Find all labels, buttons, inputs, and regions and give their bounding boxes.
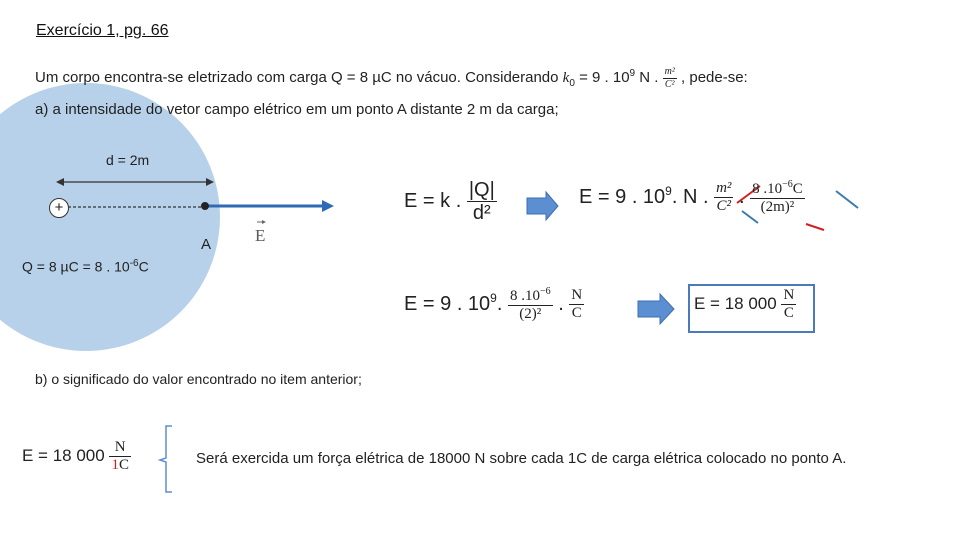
equation-field-formula: E = k . $\frac{|Q|}{\text{d²}}$ (404, 179, 495, 224)
equation-calculation: E = 9 . $10^9$. $\frac{8 .10^{-6}}{\text{(2)²}}$ . $\frac{N}{C}$ (404, 286, 583, 322)
point-a-label: A (201, 236, 212, 253)
field-vector-arrowhead (322, 200, 334, 212)
value-fraction-3: $\frac{8 .10^{-6}}{\text{(2)²}}$ (509, 286, 551, 322)
unit-fraction-2: $\frac{\text{m²}}{\text{C²}}$ (716, 180, 732, 214)
point-a-dot (201, 202, 209, 210)
equation-substitution: E = 9 . $10^9$. N . $\frac{\text{m²}}{\text{C²}}$ . $\frac{8 .10^{-6}C}{\text{(2m)²}}$ (579, 179, 803, 215)
positive-charge: + (49, 198, 69, 218)
unit-fraction: $\frac{\text{m²}}{\text{C²}}$ (664, 65, 675, 90)
statement-line-2: a) a intensidade do vetor campo elétrico em um ponto A distante 2 m da carga; (35, 101, 559, 118)
charge-label: Q = 8 µC = 8 . $10^{-6}C$ (22, 258, 149, 275)
answer-text: Será exercida um força elétrica de 18000 N sobre cada 1C de carga elétrica colocado no ponto A. (196, 450, 847, 467)
equation-meaning: E = 18 000 $\frac{N}{1C}$ (22, 439, 129, 473)
exercise-title: Exercício 1, pg. 66 (36, 22, 169, 39)
unit-fraction-3: $\frac{N}{C}$ (571, 287, 583, 321)
item-b-question: b) o significado do valor encontrado no item anterior; (35, 371, 362, 387)
cancel-m-mark-2 (806, 224, 824, 230)
arrow-right-1 (527, 192, 558, 220)
distance-arrow-right (206, 178, 214, 186)
cancel-c-mark-2 (836, 191, 858, 208)
result-equation: E = 18 000 $\frac{N}{C}$ (694, 287, 795, 321)
field-label: E (255, 226, 266, 245)
answer-brace (160, 426, 172, 492)
distance-arrow-left (56, 178, 64, 186)
result-unit-fraction: $\frac{N}{C}$ (783, 287, 795, 321)
statement-line-1: Um corpo encontra-se eletrizado com carga Q = 8 µC no vácuo. Considerando $k_0 = 9$ . $10^9$ N . $\frac{\text{m²}}{\text{C²}}$ , pede-se: (35, 65, 748, 90)
arrow-right-2 (638, 294, 674, 324)
formula-fraction: $\frac{|Q|}{\text{d²}}$ (468, 179, 495, 224)
distance-label: d = 2m (106, 152, 150, 168)
value-fraction-2: $\frac{8 .10^{-6}C}{\text{(2m)²}}$ (752, 179, 803, 215)
meaning-unit-fraction: $\frac{N}{1C}$ (111, 439, 129, 473)
